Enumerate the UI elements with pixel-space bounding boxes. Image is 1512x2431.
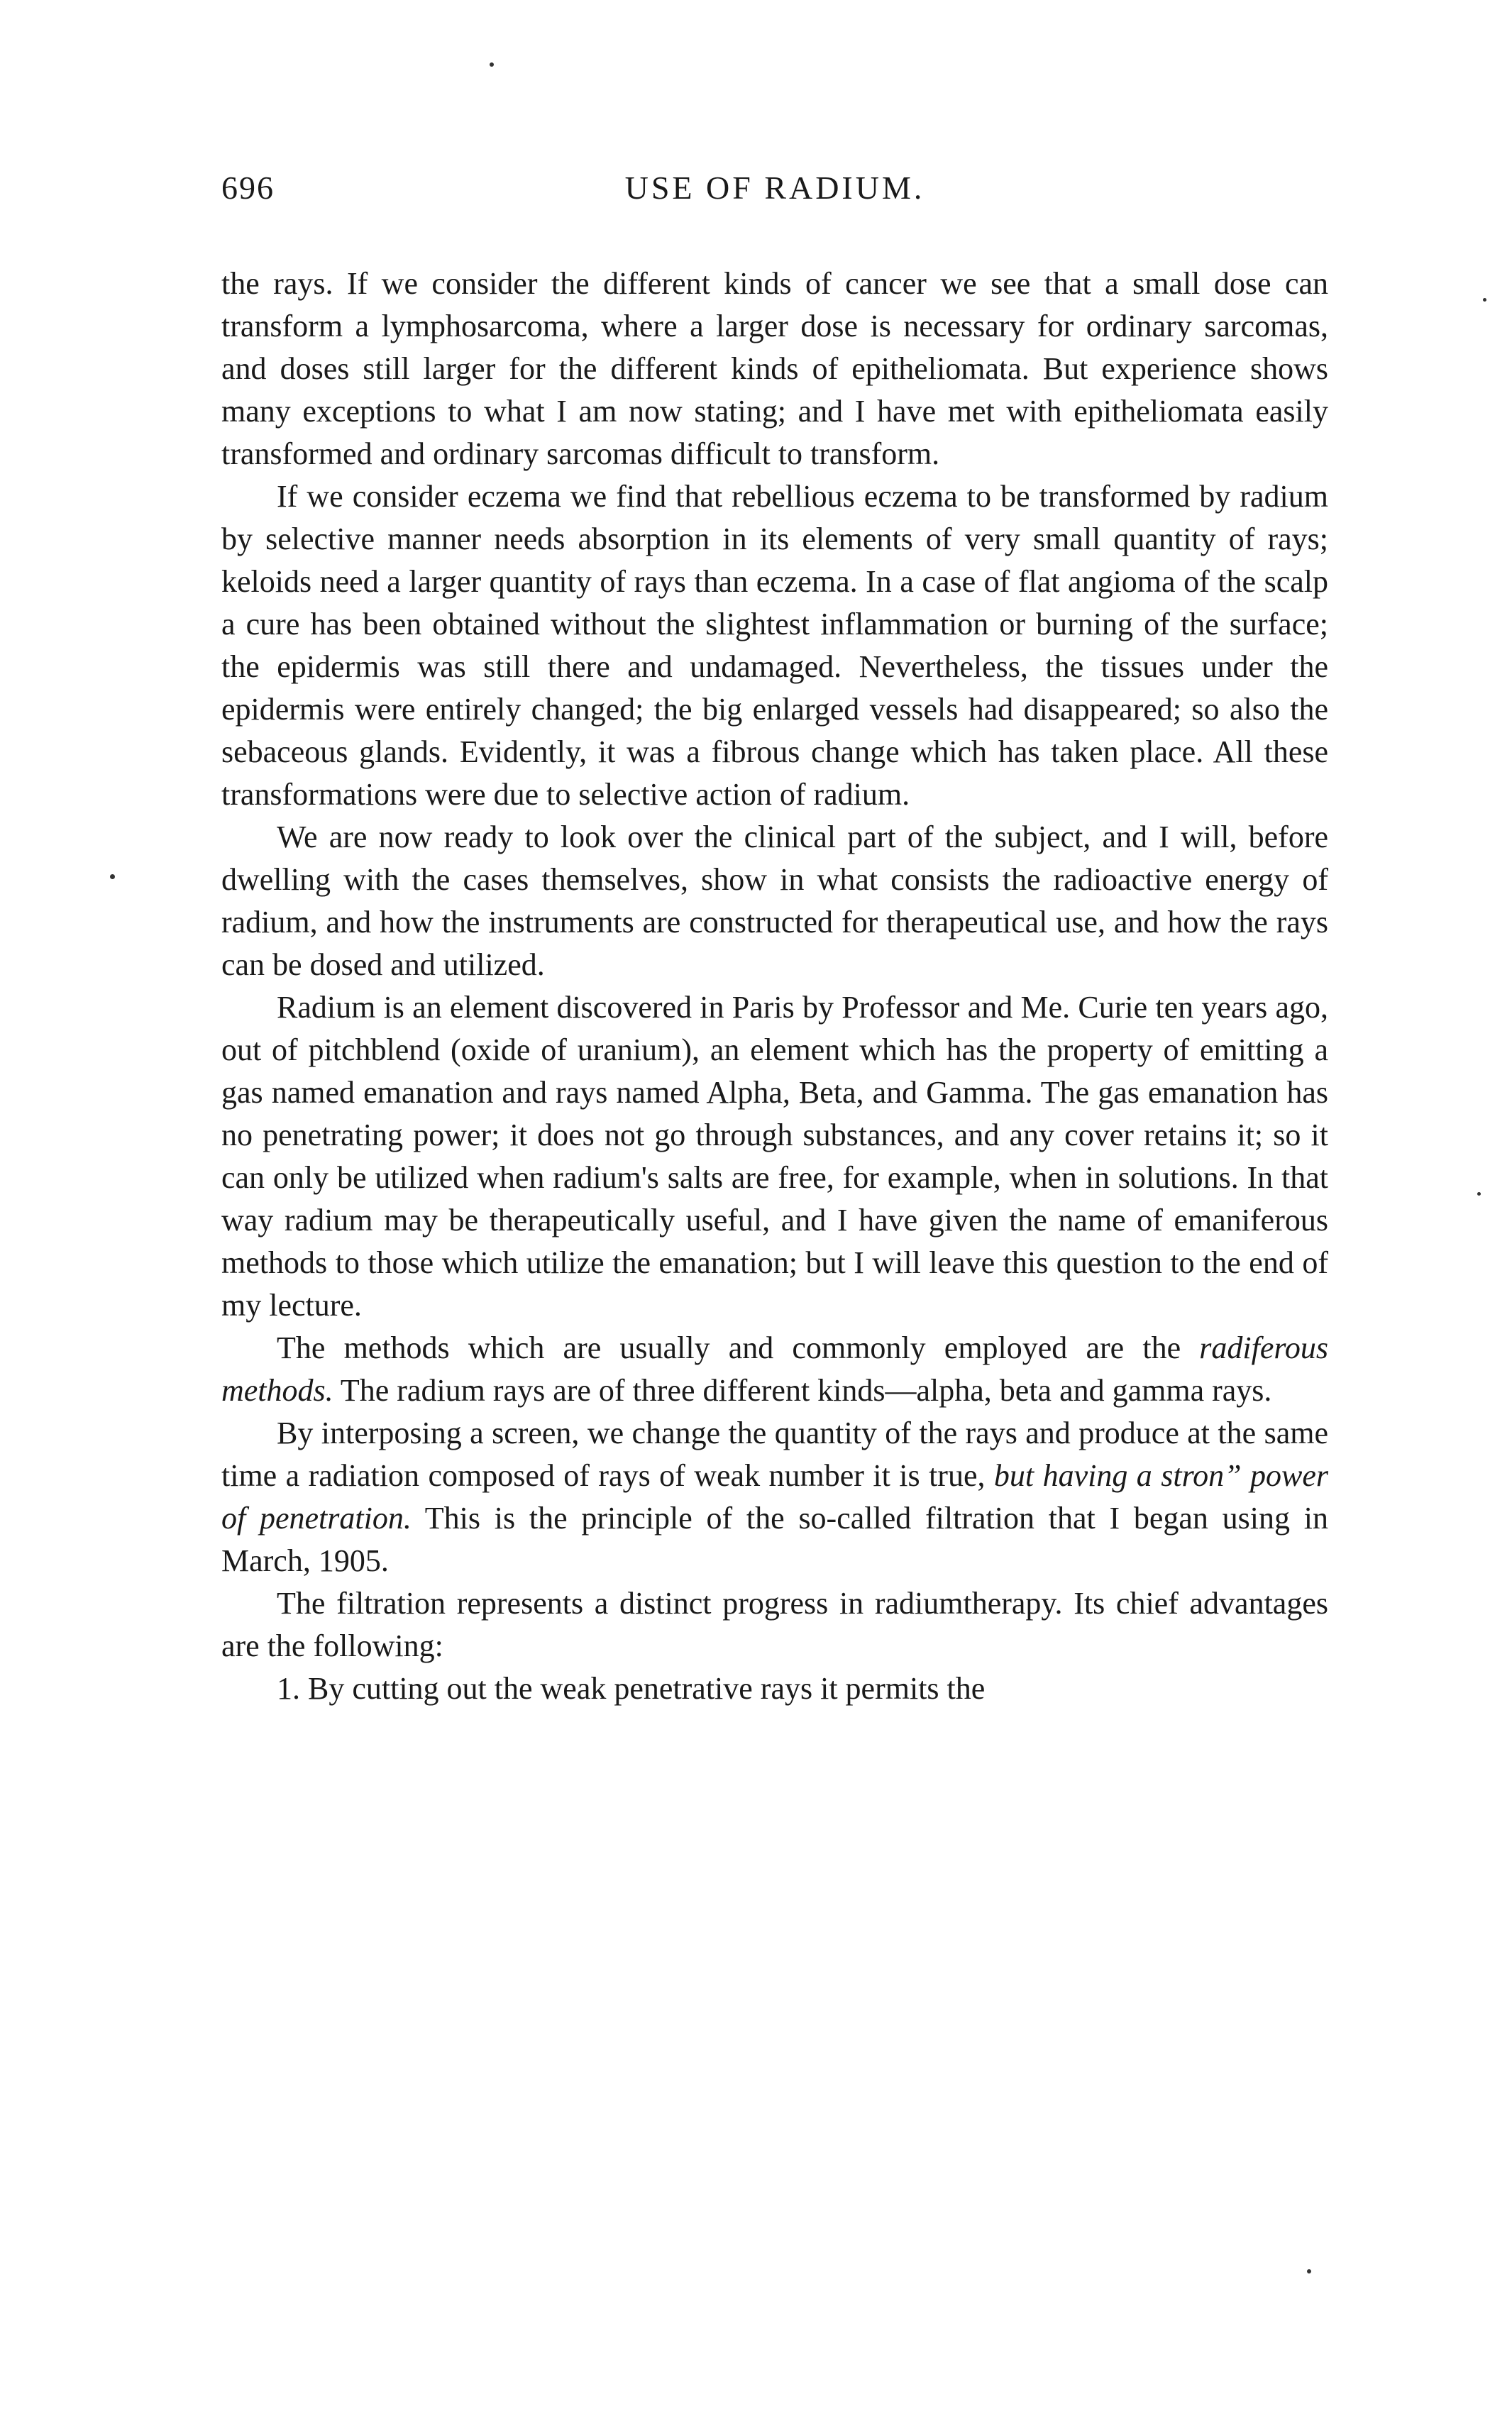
running-title: USE OF RADIUM. bbox=[624, 170, 925, 206]
body-text bbox=[221, 263, 1328, 1710]
scan-speck bbox=[490, 62, 494, 67]
paragraph-2: If we consider eczema we find that rebellious eczema to be transformed by radium by selective manner needs absorption in its elements of very small quantity of rays; keloids need a larger quantity of rays than eczema. In a case of flat angioma of the scalp a cure has been obtained without the slightest inflammation or burning of the surface; the epidermis was still there and undamaged. Nevertheless, the tissues under the epidermis were entirely changed; the big enlarged vessels had disappeared; so also the sebaceous glands. Evidently, it was a fibrous change which has taken place. All these transformations were due to selective action of radium. bbox=[221, 479, 1328, 812]
paragraph-6-text-b: This is the principle of the so-called filtration that I began using in March, 1905. bbox=[221, 1501, 1328, 1578]
paragraph-5 bbox=[221, 1327, 1328, 1412]
running-head bbox=[221, 169, 1328, 219]
scan-speck bbox=[110, 874, 115, 879]
paragraph-6-text-a: By interposing a screen, we change the quantity of the rays and produce at the same time a radiation composed of rays of weak number it is true, bbox=[221, 1416, 1328, 1493]
scan-speck bbox=[1477, 1192, 1481, 1196]
paragraph-1: the rays. If we consider the different kinds of cancer we see that a small dose can transform a lymphosarcoma, where a larger dose is necessary for ordinary sarcomas, and doses still larger for the different kinds of epitheliomata. But experience shows many exceptions to what I am now stating; and I have met with epitheliomata easily transformed and ordinary sarcomas difficult to transform. bbox=[221, 266, 1328, 471]
paragraph-5-text-b: The radium rays are of three different kinds—alpha, beta and gamma rays. bbox=[333, 1373, 1272, 1408]
page-number: 696 bbox=[221, 170, 275, 206]
scan-speck bbox=[1307, 2269, 1311, 2273]
paragraph-7: The filtration represents a distinct progress in radiumtherapy. Its chief advantages are the following: bbox=[221, 1586, 1328, 1663]
scan-speck bbox=[1483, 298, 1486, 302]
paragraph-5-text-a: The methods which are usually and commonly employed are the bbox=[277, 1330, 1200, 1365]
paragraph-8: 1. By cutting out the weak penetrative rays it permits the bbox=[277, 1671, 986, 1706]
paragraph-5-italic: radiferous methods. bbox=[221, 1330, 1328, 1408]
paragraph-6 bbox=[221, 1412, 1328, 1582]
paragraph-3: We are now ready to look over the clinical part of the subject, and I will, before dwelling with the cases themselves, show in what consists the radioactive energy of radium, and how the instruments are constructed for therapeutical use, and how the rays can be dosed and utilized. bbox=[221, 820, 1328, 982]
paragraph-4: Radium is an element discovered in Paris by Professor and Me. Curie ten years ago, out of pitchblend (oxide of uranium), an element which has the property of emitting a gas named emanation and rays named Alpha, Beta, and Gamma. The gas emanation has no penetrating power; it does not go through substances, and any cover retains it; so it can only be utilized when radium's salts are free, for example, when in solutions. In that way radium may be therapeutically useful, and I have given the name of emaniferous methods to those which utilize the emanation; but I will leave this question to the end of my lecture. bbox=[221, 990, 1328, 1323]
paragraph-6-italic: but having a stron” power of penetration. bbox=[221, 1458, 1328, 1536]
